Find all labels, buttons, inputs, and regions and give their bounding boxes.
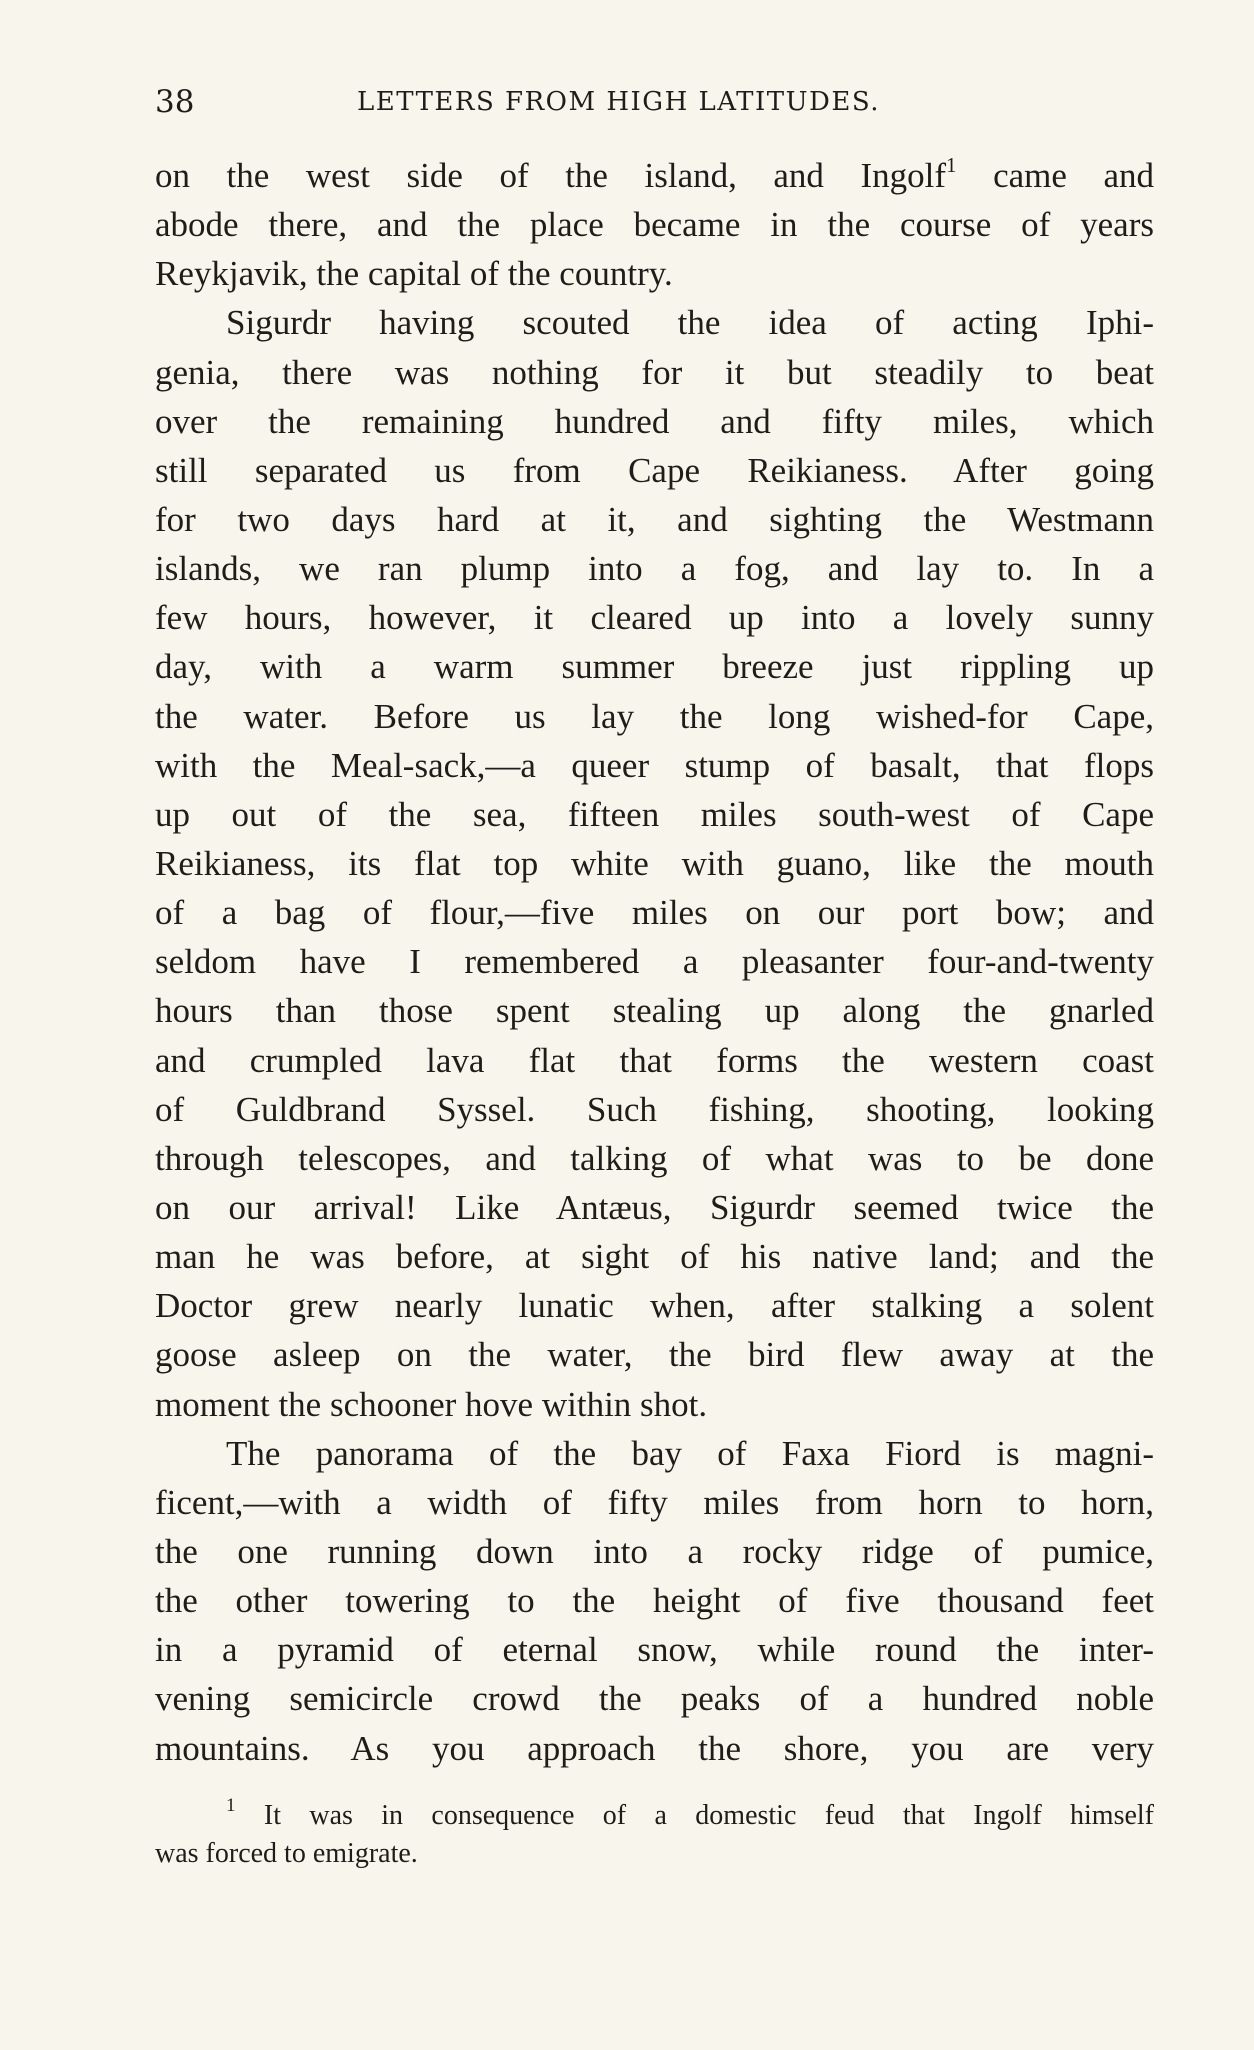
text-line-19: and crumpled lava flat that forms the western coast bbox=[155, 1040, 1154, 1080]
body-text bbox=[155, 151, 1154, 1773]
running-head: LETTERS FROM HIGH LATITUDES. bbox=[357, 87, 880, 117]
text-line-7: still separated us from Cape Reikianess. After going bbox=[155, 450, 1154, 490]
text-line-6: over the remaining hundred and fifty miles, which bbox=[155, 401, 1154, 441]
text-line-24: Doctor grew nearly lunatic when, after stalking a solent bbox=[155, 1286, 1154, 1326]
text-line-5: genia, there was nothing for it but steadily to beat bbox=[155, 352, 1154, 392]
text-line-2: abode there, and the place became in the course of years bbox=[155, 205, 1154, 245]
text-line-12: the water. Before us lay the long wished-for Cape, bbox=[155, 696, 1154, 736]
text-line-32: vening semicircle crowd the peaks of a hundred noble bbox=[155, 1679, 1154, 1719]
page-number: 38 bbox=[155, 84, 195, 120]
footnote-reference: 1 bbox=[946, 153, 957, 177]
text-line-18: hours than those spent stealing up along the gnarled bbox=[155, 991, 1154, 1031]
text-line-13: with the Meal-sack,—a queer stump of basalt, that flops bbox=[155, 745, 1154, 785]
text-line-25: goose asleep on the water, the bird flew away at the bbox=[155, 1335, 1154, 1375]
text-line-16: of a bag of flour,—five miles on our port bow; and bbox=[155, 893, 1154, 933]
text-line-3: Reykjavik, the capital of the country. bbox=[155, 254, 673, 294]
page-header bbox=[155, 82, 975, 122]
text-line-31: in a pyramid of eternal snow, while round the inter- bbox=[155, 1630, 1154, 1670]
footnote-line-2: was forced to emigrate. bbox=[155, 1838, 418, 1869]
text-line-9: islands, we ran plump into a fog, and lay to. In a bbox=[155, 549, 1154, 589]
text-line-1-start: on the west side of the island, and Ingolf bbox=[155, 156, 947, 195]
text-line-23: man he was before, at sight of his native land; and the bbox=[155, 1237, 1154, 1277]
footnote bbox=[155, 1797, 1154, 1873]
text-line-33: mountains. As you approach the shore, you are very bbox=[155, 1728, 1154, 1768]
text-line-1-end: came and bbox=[993, 156, 1155, 195]
text-line-1 bbox=[155, 151, 1154, 200]
text-line-4: Sigurdr having scouted the idea of acting Iphi- bbox=[226, 303, 1154, 343]
text-line-28: ficent,—with a width of fifty miles from horn to horn, bbox=[155, 1482, 1154, 1522]
text-line-30: the other towering to the height of five thousand feet bbox=[155, 1581, 1154, 1621]
text-line-26: moment the schooner hove within shot. bbox=[155, 1384, 708, 1424]
text-line-17: seldom have I remembered a pleasanter four-and-twenty bbox=[155, 942, 1154, 982]
footnote-mark: 1 bbox=[226, 1795, 236, 1816]
text-line-22: on our arrival! Like Antæus, Sigurdr seemed twice the bbox=[155, 1187, 1154, 1227]
text-line-27: The panorama of the bay of Faxa Fiord is magni- bbox=[226, 1433, 1154, 1473]
text-line-8: for two days hard at it, and sighting the Westmann bbox=[155, 499, 1154, 539]
text-line-20: of Guldbrand Syssel. Such fishing, shooting, looking bbox=[155, 1089, 1154, 1129]
text-line-15: Reikianess, its flat top white with guano, like the mouth bbox=[155, 843, 1154, 883]
text-line-29: the one running down into a rocky ridge of pumice, bbox=[155, 1531, 1154, 1571]
text-line-10: few hours, however, it cleared up into a lovely sunny bbox=[155, 598, 1154, 638]
footnote-line-1-text: It was in consequence of a domestic feud that Ingolf himself bbox=[263, 1800, 1154, 1831]
text-line-11: day, with a warm summer breeze just rippling up bbox=[155, 647, 1154, 687]
footnote-line-1 bbox=[155, 1797, 1154, 1835]
text-line-14: up out of the sea, fifteen miles south-west of Cape bbox=[155, 794, 1154, 834]
text-line-21: through telescopes, and talking of what was to be done bbox=[155, 1138, 1154, 1178]
